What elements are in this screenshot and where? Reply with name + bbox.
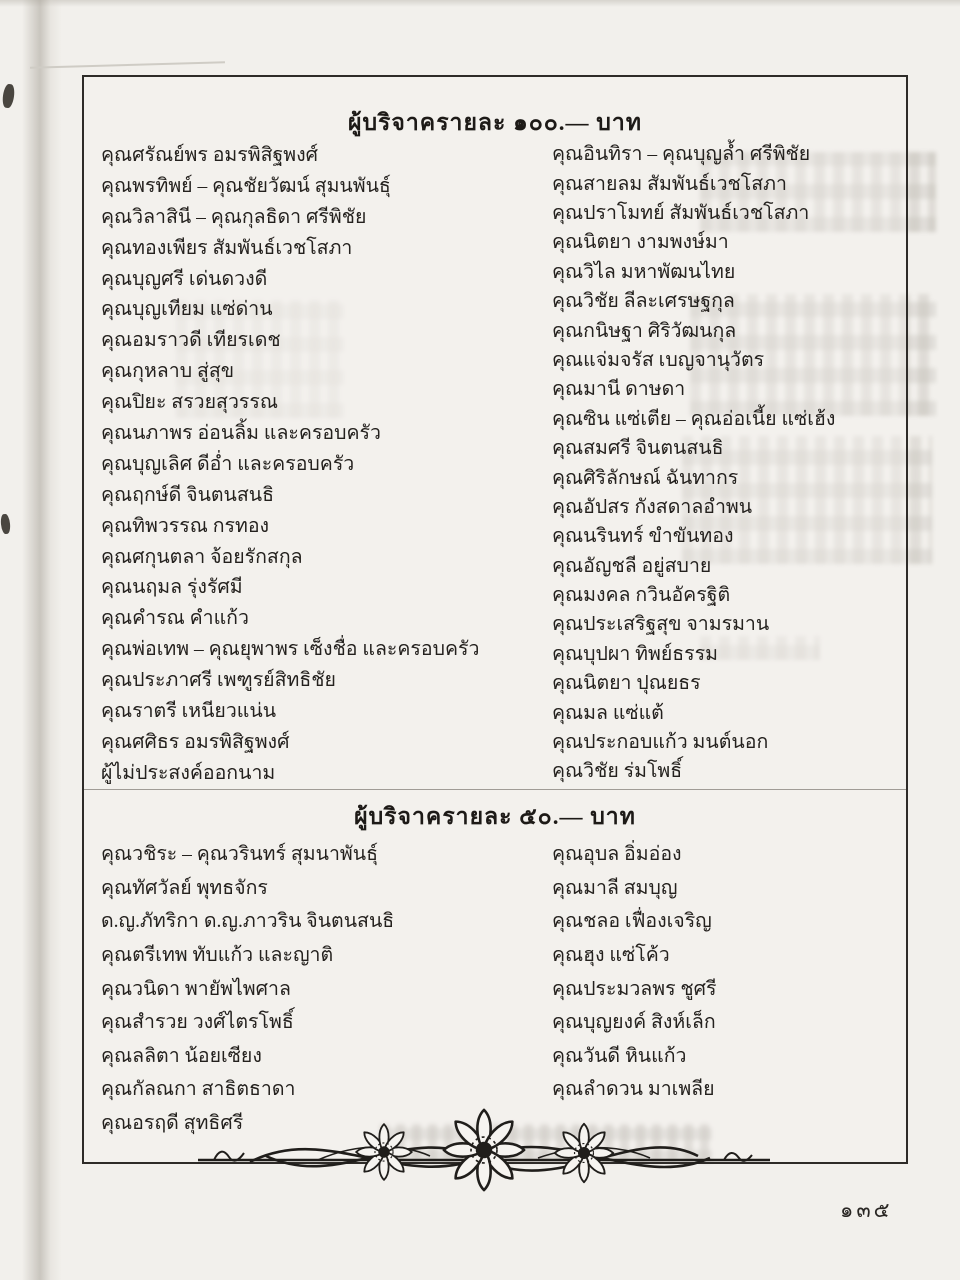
scan-speck (0, 514, 11, 535)
donor-name: คุณวิชัย ลีละเศรษฐกุล (552, 291, 735, 313)
donor-name: คุณวิไล มหาพัฒนไทย (552, 261, 736, 283)
donor-name: คุณพ่อเทพ – คุณยุพาพร เซ็งชื่อ และครอบครัว (101, 639, 480, 661)
scan-speck (1, 83, 15, 108)
donor-name: คุณวิลาสินี – คุณกุลธิดา ศรีพิชัย (101, 206, 367, 228)
donor-name: คุณวชิระ – คุณวรินทร์ สุมนาพันธุ์ (101, 844, 378, 866)
donor-name: ด.ญ.ภัทริกา ด.ญ.ภาวริน จินตนสนธิ (101, 911, 395, 933)
donor-column-100-left (101, 139, 543, 788)
donor-name: คุณมานี ดาษดา (552, 379, 686, 401)
donor-column-50-left (101, 837, 543, 1139)
donor-name: คุณมาลี สมบุญ (552, 877, 678, 899)
donor-name: คุณประมวลพร ชูศรี (552, 978, 717, 1000)
donor-name: คุณฤกษ์ดี จินตนสนธิ (101, 484, 275, 506)
border-frame (82, 75, 908, 1164)
donor-column-100-right (552, 139, 898, 786)
donor-name: คุณสมศรี จินตนสนธิ (552, 438, 724, 460)
floral-divider-ornament (198, 1100, 770, 1192)
donor-name: คุณบุญเทียม แซ่ด่าน (101, 299, 273, 321)
donor-name: คุณอินทิรา – คุณบุญล้ำ ศรีพิชัย (552, 144, 811, 166)
donor-name: คุณคำรณ คำแก้ว (101, 608, 249, 630)
donor-name: คุณอัปสร กังสดาลอำพน (552, 496, 753, 518)
donor-name: คุณนิตยา ปุณยธร (552, 673, 701, 695)
section-title-100-baht: ผู้บริจาครายละ ๑๐๐.— บาท (347, 110, 642, 135)
donor-name: คุณปราโมทย์ สัมพันธ์เวชโสภา (552, 202, 810, 224)
donor-name: คุณลำดวน มาเพลีย (552, 1079, 715, 1101)
donor-name: คุณประภาศรี เพฑูรย์สิทธิชัย (101, 670, 336, 692)
donor-name: คุณสายลม สัมพันธ์เวชโสภา (552, 173, 787, 195)
donor-name: คุณทิพวรรณ กรทอง (101, 515, 270, 537)
scan-top-edge (0, 0, 960, 7)
donor-name: คุณสำรวย วงศ์ไตรโพธิ์ (101, 1012, 294, 1034)
donor-name: คุณลลิตา น้อยเซียง (101, 1045, 262, 1067)
donor-name: คุณทัศวัลย์ พุทธจักร (101, 877, 268, 899)
donor-name: คุณวนิดา พายัพไพศาล (101, 978, 291, 1000)
donor-name: คุณนฤมล รุ่งรัศมี (101, 577, 243, 599)
donor-name: คุณนภาพร อ่อนลิ้ม และครอบครัว (101, 422, 381, 444)
donor-name: คุณอุบล อิ่มอ่อง (552, 844, 682, 866)
donor-name: คุณซิน แซ่เตีย – คุณอ่อเนี้ย แซ่เฮ้ง (552, 408, 836, 430)
paper-edge-shadow (22, 0, 62, 1280)
donor-name: คุณฮุง แซ่โค้ว (552, 945, 670, 967)
donor-name: คุณประกอบแก้ว มนต์นอก (552, 732, 769, 754)
donor-name: คุณวันดี หินแก้ว (552, 1045, 687, 1067)
section-title-50-baht: ผู้บริจาครายละ ๕๐.— บาท (354, 804, 636, 829)
donor-name: คุณทองเพียร สัมพันธ์เวชโสภา (101, 237, 353, 259)
donor-name: คุณปิยะ สรวยสุวรรณ (101, 392, 278, 414)
donor-name: คุณกัลณกา สาธิตธาดา (101, 1079, 296, 1101)
donor-name: คุณนรินทร์ ขำขันทอง (552, 526, 734, 548)
donor-name: คุณอมราวดี เทียรเดช (101, 330, 281, 352)
donor-name: คุณอัญชลี อยู่สบาย (552, 555, 712, 577)
donor-name: คุณแจ่มจรัส เบญจานุวัตร (552, 349, 765, 371)
donor-name: คุณตรีเทพ ทับแก้ว และญาติ (101, 945, 334, 967)
donor-name: คุณกนิษฐา ศิริวัฒนกุล (552, 320, 737, 342)
donor-name: คุณศิริลักษณ์ ฉันทากร (552, 467, 739, 489)
donor-name: คุณพรทิพย์ – คุณชัยวัฒน์ สุมนพันธุ์ (101, 175, 391, 197)
section-divider-line (84, 789, 906, 790)
donor-name: คุณบุญเลิศ ดีอ่ำ และครอบครัว (101, 453, 355, 475)
donor-name: คุณบุญยงค์ สิงห์เล็ก (552, 1012, 716, 1034)
donor-name: คุณบุญศรี เด่นดวงดี (101, 268, 268, 290)
donor-name: คุณราตรี เหนียวแน่น (101, 700, 277, 722)
donor-name: คุณศศิธร อมรพิสิฐพงศ์ (101, 731, 290, 753)
donor-name: คุณศกุนตลา จ้อยรักสกุล (101, 546, 303, 568)
donor-column-50-right (552, 837, 898, 1106)
page-number: ๑๓๕ (840, 1198, 893, 1222)
donor-name: คุณมงคล กวินอัครฐิติ (552, 585, 731, 607)
donor-name: คุณมล แซ่แต้ (552, 702, 664, 724)
donor-name: คุณบุปผา ทิพย์ธรรม (552, 643, 718, 665)
donor-name: ผู้ไม่ประสงค์ออกนาม (101, 762, 276, 784)
donor-name: คุณอรฤดี สุทธิศรี (101, 1113, 244, 1135)
donor-name: คุณชลอ เฟื่องเจริญ (552, 911, 712, 933)
donor-name: คุณประเสริฐสุข จามรมาน (552, 614, 770, 636)
donor-name: คุณกุหลาบ สู่สุข (101, 361, 235, 383)
donor-name: คุณศรัณย์พร อมรพิสิฐพงศ์ (101, 144, 319, 166)
donor-name: คุณนิตยา งามพงษ์มา (552, 232, 729, 254)
donor-name: คุณวิชัย ร่มโพธิ์ (552, 761, 683, 783)
